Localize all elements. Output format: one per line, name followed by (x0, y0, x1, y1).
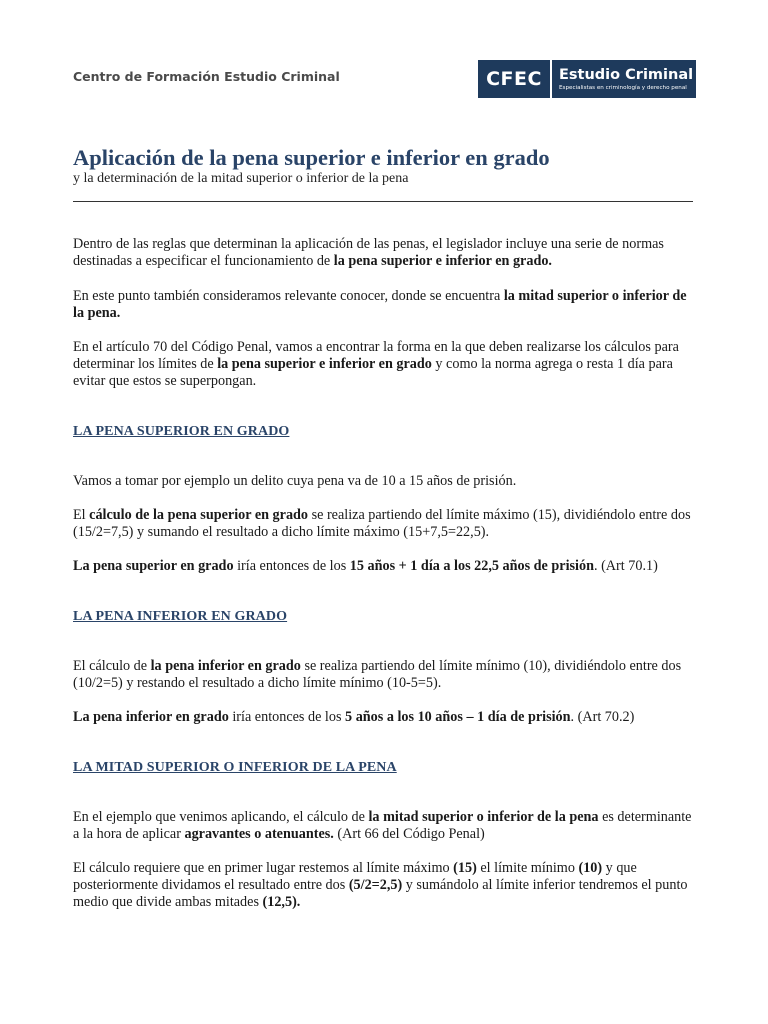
bold-text: 15 años + 1 día a los 22,5 años de prisión (349, 558, 594, 574)
paragraph-resultado-inferior (73, 709, 698, 726)
text: y como la norma agrega o resta 1 día para evitar que estos se superpongan. (73, 356, 673, 389)
bold-text: La pena superior en grado (73, 558, 234, 574)
text: En el ejemplo que venimos aplicando, el cálculo de (73, 809, 369, 825)
logo-mark: CFEC (478, 60, 552, 98)
bold-text: agravantes o atenuantes. (184, 826, 334, 842)
text: y que posteriormente dividamos el resultado entre dos (73, 860, 637, 893)
bold-text: La pena inferior en grado (73, 709, 229, 725)
text: En el artículo 70 del Código Penal, vamos a encontrar la forma en la que deben realizarse los cálculos para determinar los límites de (73, 339, 679, 372)
text: El cálculo de (73, 658, 151, 674)
logo-title: Estudio Criminal (559, 66, 694, 83)
paragraph-intro (73, 236, 698, 270)
text: . (Art 70.2) (570, 709, 635, 725)
bold-text: la mitad superior o inferior de la pena (368, 809, 599, 825)
text: se realiza partiendo del límite mínimo (10), dividiéndolo entre dos (10/2=5) y restando el resultado a dicho límite mínimo (10-5=5). (73, 658, 682, 691)
bold-text: (15) (453, 860, 477, 876)
bold-text: la pena inferior en grado (150, 658, 301, 674)
paragraph-agravantes (73, 809, 698, 843)
text: En este punto también consideramos relevante conocer, donde se encuentra (73, 288, 504, 304)
text: (Art 66 del Código Penal) (333, 826, 485, 842)
text: El cálculo requiere que en primer lugar restemos al límite máximo (73, 860, 454, 876)
bold-text: (10) (578, 860, 603, 876)
paragraph-calculo-mitad (73, 860, 698, 911)
organization-name: Centro de Formación Estudio Criminal (73, 69, 340, 84)
title-divider (73, 201, 693, 202)
bold-text: la mitad superior o inferior de la pena. (73, 288, 687, 321)
text: es determinante a la hora de aplicar (73, 809, 692, 842)
bold-text: (12,5). (262, 894, 301, 910)
text: iría entonces de los (228, 709, 346, 725)
text: el límite mínimo (476, 860, 579, 876)
text: . (Art 70.1) (593, 558, 658, 574)
text: iría entonces de los (233, 558, 350, 574)
bold-text: cálculo de la pena superior en grado (89, 507, 309, 523)
paragraph-calculo-superior (73, 507, 698, 541)
text: Dentro de las reglas que determinan la aplicación de las penas, el legislador incluye una serie de normas destinadas a especificar el funcionamiento de (73, 236, 664, 269)
text: se realiza partiendo del límite máximo (15), dividiéndolo entre dos (15/2=7,5) y sumando el resultado a dicho límite máximo (15+7,5=22,5). (73, 507, 691, 540)
logo-text (552, 60, 696, 98)
section-heading-superior: LA PENA SUPERIOR EN GRADO (73, 424, 290, 439)
document-title: Aplicación de la pena superior e inferior en grado (73, 145, 550, 170)
section-heading-inferior: LA PENA INFERIOR EN GRADO (73, 609, 288, 624)
paragraph-resultado-superior (73, 558, 698, 575)
text: El (73, 507, 90, 523)
paragraph-mitad (73, 288, 698, 322)
logo-tagline: Especialistas en criminología y derecho penal (559, 84, 687, 91)
paragraph-ejemplo: Vamos a tomar por ejemplo un delito cuya pena va de 10 a 15 años de prisión. (73, 473, 517, 489)
paragraph-calculo-inferior (73, 658, 698, 692)
bold-text: la pena superior e inferior en grado. (333, 253, 552, 269)
paragraph-articulo-70 (73, 339, 698, 390)
bold-text: la pena superior e inferior en grado (217, 356, 432, 372)
bold-text: 5 años a los 10 años – 1 día de prisión (345, 709, 571, 725)
text: y sumándolo al límite inferior tendremos el punto medio que divide ambas mitades (73, 877, 688, 910)
section-heading-mitad: LA MITAD SUPERIOR O INFERIOR DE LA PENA (73, 760, 397, 775)
document-body (73, 236, 698, 911)
cfec-logo (478, 60, 696, 98)
document-subtitle: y la determinación de la mitad superior o inferior de la pena (73, 171, 409, 186)
bold-text: (5/2=2,5) (348, 877, 403, 893)
